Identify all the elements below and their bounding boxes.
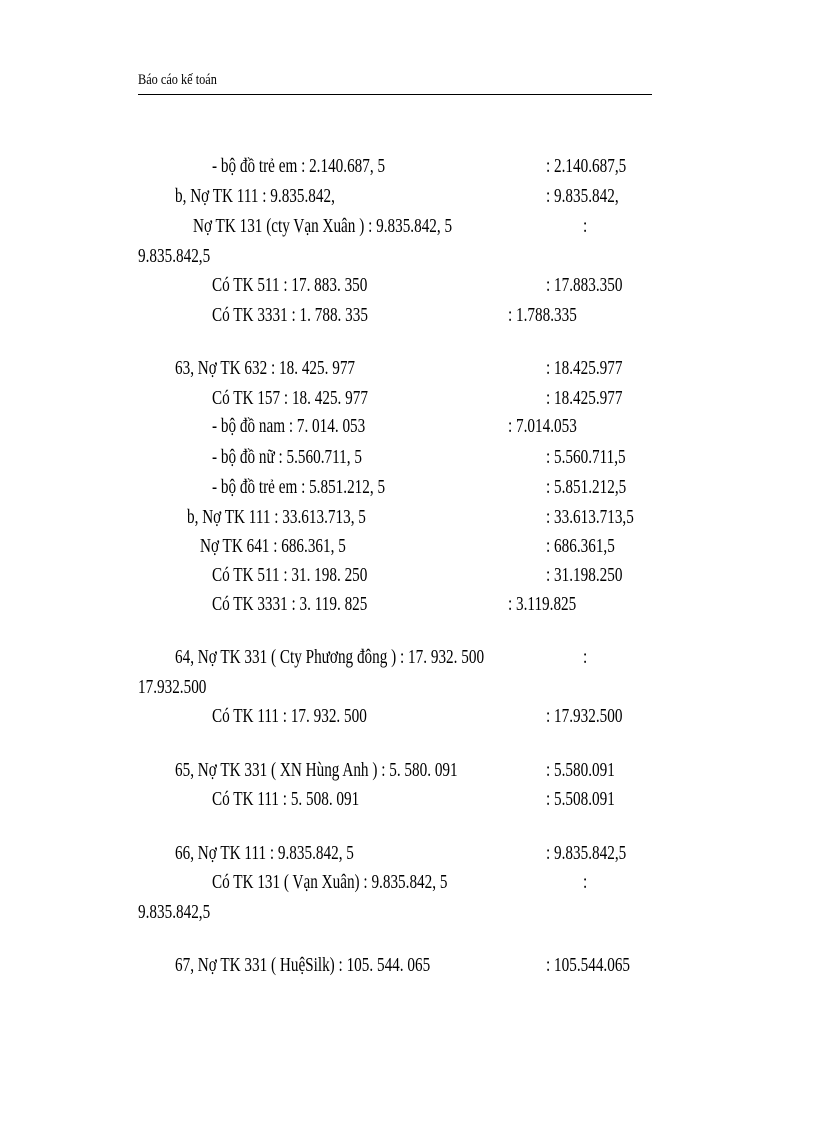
entry-line-amount: : 5.580.091 <box>546 759 615 781</box>
entry-line-amount: : 17.932.500 <box>546 705 623 727</box>
header-divider <box>138 94 652 95</box>
entry-line-left: Có TK 131 ( Vạn Xuân) : 9.835.842, 5 <box>212 871 448 893</box>
entry-line-left: Có TK 511 : 17. 883. 350 <box>212 274 368 296</box>
entry-line-amount: : 17.883.350 <box>546 274 623 296</box>
entry-line-wrap: 9.835.842,5 <box>138 901 211 923</box>
entry-line-amount: : 9.835.842, <box>546 185 619 207</box>
entry-line-left: 67, Nợ TK 331 ( HuệSilk) : 105. 544. 065 <box>175 954 431 976</box>
entry-line-amount: : 5.508.091 <box>546 788 615 810</box>
entry-line-wrap: 17.932.500 <box>138 676 207 698</box>
entry-line-amount: : <box>583 871 588 893</box>
entry-line-amount: : 9.835.842,5 <box>546 842 627 864</box>
entry-line-left: Có TK 3331 : 1. 788. 335 <box>212 304 368 326</box>
entry-line-left: Có TK 157 : 18. 425. 977 <box>212 387 368 409</box>
entry-line-left: b, Nợ TK 111 : 9.835.842, <box>175 185 335 207</box>
entry-line-left: Nợ TK 131 (cty Vạn Xuân ) : 9.835.842, 5 <box>193 215 453 237</box>
entry-line-amount: : 33.613.713,5 <box>546 506 634 528</box>
entry-line-amount: : <box>583 215 588 237</box>
entry-line-amount: : 5.851.212,5 <box>546 476 627 498</box>
entry-line-amount: : 686.361,5 <box>546 535 615 557</box>
entry-line-amount: : 1.788.335 <box>508 304 577 326</box>
entry-line-amount: : 2.140.687,5 <box>546 155 627 177</box>
entry-line-left: - bộ đồ trẻ em : 2.140.687, 5 <box>212 155 386 177</box>
entry-line-left: 63, Nợ TK 632 : 18. 425. 977 <box>175 357 356 379</box>
entry-line-amount: : 5.560.711,5 <box>546 446 626 468</box>
entry-line-left: - bộ đồ nữ : 5.560.711, 5 <box>212 446 362 468</box>
entry-line-left: - bộ đồ nam : 7. 014. 053 <box>212 415 366 437</box>
entry-line-amount: : 7.014.053 <box>508 415 577 437</box>
entry-line-amount: : 3.119.825 <box>508 593 577 615</box>
entry-line-left: b, Nợ TK 111 : 33.613.713, 5 <box>187 506 366 528</box>
entry-line-amount: : 18.425.977 <box>546 357 623 379</box>
entry-line-left: 64, Nợ TK 331 ( Cty Phương đông ) : 17. 932. 500 <box>175 646 485 668</box>
entry-line-left: Có TK 511 : 31. 198. 250 <box>212 564 368 586</box>
entry-line-amount: : <box>583 646 588 668</box>
entry-line-left: Có TK 3331 : 3. 119. 825 <box>212 593 368 615</box>
entry-line-left: 65, Nợ TK 331 ( XN Hùng Anh ) : 5. 580. 091 <box>175 759 458 781</box>
entry-line-left: 66, Nợ TK 111 : 9.835.842, 5 <box>175 842 354 864</box>
entry-line-amount: : 105.544.065 <box>546 954 631 976</box>
entry-line-wrap: 9.835.842,5 <box>138 245 211 267</box>
entry-line-left: Có TK 111 : 5. 508. 091 <box>212 788 360 810</box>
entry-line-left: - bộ đồ trẻ em : 5.851.212, 5 <box>212 476 386 498</box>
page-header-title: Báo cáo kế toán <box>138 72 217 88</box>
entry-line-amount: : 18.425.977 <box>546 387 623 409</box>
entry-line-left: Có TK 111 : 17. 932. 500 <box>212 705 367 727</box>
entry-line-left: Nợ TK 641 : 686.361, 5 <box>200 535 346 557</box>
entry-line-amount: : 31.198.250 <box>546 564 623 586</box>
